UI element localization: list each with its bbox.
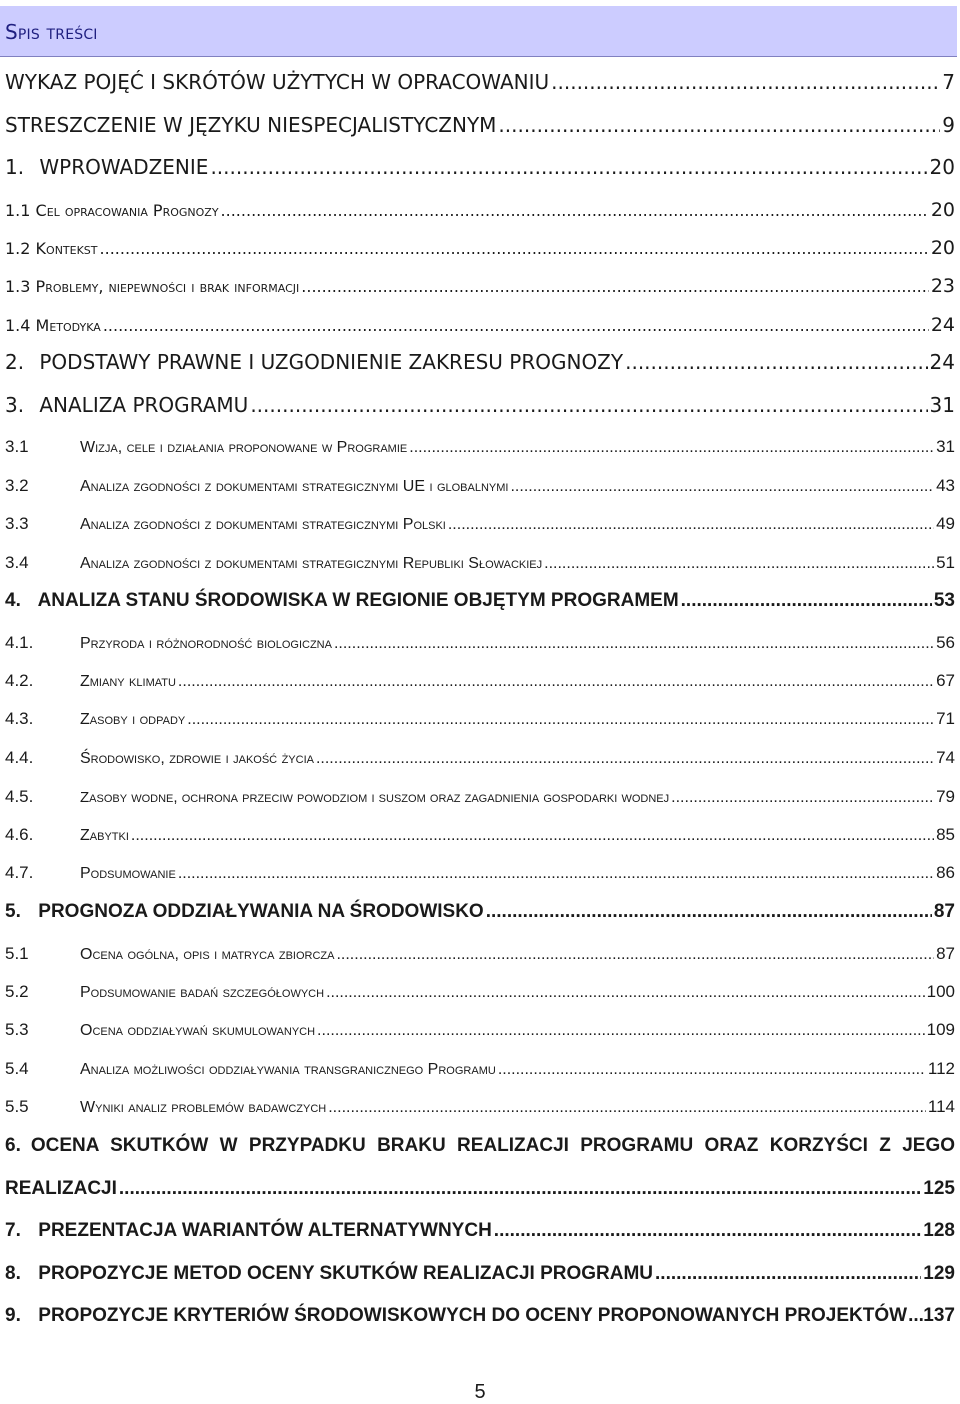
toc-entry[interactable]	[5, 901, 955, 923]
toc-entry-label	[5, 944, 334, 964]
toc-entry[interactable]	[5, 633, 955, 653]
toc-entry-page: 20	[930, 199, 955, 221]
toc-entry-line1[interactable]	[5, 1135, 955, 1157]
toc-entry-number: 3.2	[5, 476, 29, 495]
toc-entry-page: 112	[927, 1059, 955, 1078]
page-number: 5	[474, 1381, 486, 1403]
toc-entry-number: 4.7.	[5, 863, 34, 882]
toc-entry-number: 4.6.	[5, 825, 34, 844]
toc-entry[interactable]	[5, 1220, 955, 1242]
toc-leader-dots	[301, 277, 929, 296]
toc-entry-text: Wyniki analiz problemów badawczych	[80, 1099, 327, 1116]
toc-entry-label	[5, 1220, 492, 1242]
toc-title: Spis treści	[5, 20, 98, 44]
toc-entry-page: 67	[936, 671, 955, 690]
toc-entry-label	[5, 476, 508, 496]
toc-entry-page: 20	[930, 237, 955, 259]
toc-entry[interactable]	[5, 237, 955, 259]
toc-entry-page: 71	[936, 709, 955, 728]
toc-leader-dots	[908, 1305, 923, 1327]
toc-entry-number: 2.	[5, 350, 25, 374]
toc-entry[interactable]	[5, 982, 955, 1002]
toc-entry-page: 49	[936, 514, 955, 533]
toc-entry[interactable]	[5, 748, 955, 768]
toc-entry[interactable]	[5, 1059, 955, 1079]
toc-entry-number: 3.	[5, 393, 25, 417]
toc-entry-label	[5, 437, 407, 457]
toc-leader-dots	[250, 393, 927, 417]
toc-entry-number: 1.3	[5, 277, 31, 296]
toc-entry-number: 4.1.	[5, 633, 34, 652]
toc-entry-text: Metodyka	[35, 316, 101, 335]
toc-entry-label	[5, 1020, 315, 1040]
toc-entry-page: 7	[942, 70, 955, 94]
toc-leader-dots	[494, 1220, 922, 1242]
toc-entry-page: 24	[929, 350, 955, 374]
toc-entry-text: Analiza zgodności z dokumentami strategicznymi Republiki Słowackiej	[80, 555, 543, 572]
toc-entry-label	[5, 393, 248, 417]
toc-entry-page: 20	[929, 155, 955, 179]
toc-entry-page: 128	[923, 1220, 955, 1241]
toc-entry-text: Zmiany klimatu	[80, 673, 176, 690]
toc-entry-number: 5.5	[5, 1097, 29, 1116]
toc-entry[interactable]	[5, 275, 955, 297]
toc-entry-page: 137	[923, 1305, 955, 1326]
toc-leader-dots	[544, 555, 934, 573]
toc-entry-number: 4.2.	[5, 671, 34, 690]
toc-entry-page: 23	[930, 275, 955, 297]
toc-entry-label	[5, 1263, 653, 1285]
toc-entry-text: Środowisko, zdrowie i jakość życia	[80, 750, 314, 767]
toc-leader-dots	[486, 901, 932, 923]
toc-entry-label	[5, 671, 176, 691]
toc-entry-page: 87	[936, 944, 955, 963]
toc-leader-dots	[316, 750, 934, 768]
toc-entry-label	[5, 748, 314, 768]
toc-entry-number: 6.	[5, 1135, 21, 1156]
toc-entry-text: Przyroda i różnorodność biologiczna	[80, 635, 332, 652]
toc-entry-number: 1.	[5, 155, 25, 179]
toc-entry[interactable]	[5, 709, 955, 729]
toc-leader-dots	[336, 946, 934, 964]
toc-entry-number: 4.	[5, 590, 21, 611]
toc-leader-dots	[510, 478, 934, 496]
toc-entry-text: Analiza zgodności z dokumentami strategicznymi Polski	[80, 516, 446, 533]
toc-entry[interactable]	[5, 1263, 955, 1285]
toc-entry[interactable]	[5, 787, 955, 807]
toc-entry[interactable]	[5, 155, 955, 179]
toc-entry-label	[5, 787, 669, 807]
toc-entry[interactable]	[5, 437, 955, 457]
toc-entry-page: 86	[936, 863, 955, 882]
toc-entry-label	[5, 1305, 907, 1327]
toc-entry-label: WYKAZ POJĘĆ I SKRÓTÓW UŻYTYCH W OPRACOWANIU	[5, 70, 550, 94]
toc-entry-label	[5, 277, 299, 296]
toc-entry-page: 53	[933, 590, 955, 611]
toc-entry-number: 4.3.	[5, 709, 34, 728]
toc-entry-label	[5, 350, 623, 374]
toc-entry-text: Ocena oddziaływań skumulowanych	[80, 1022, 316, 1039]
toc-leader-dots	[551, 70, 940, 94]
toc-entry-text-line2: REALIZACJI	[5, 1178, 117, 1199]
toc-entry[interactable]	[5, 393, 955, 417]
toc-entry-number: 3.4	[5, 553, 29, 572]
toc-entry-number: 5.1	[5, 944, 29, 963]
toc-entry[interactable]	[5, 944, 955, 964]
toc-leader-dots	[334, 635, 934, 653]
toc-entry-label	[5, 709, 185, 729]
toc-entry[interactable]	[5, 590, 955, 612]
toc-entry-text: Cel opracowania Prognozy	[35, 201, 219, 220]
toc-entry-page: 51	[936, 553, 955, 572]
toc-entry-number: 9.	[5, 1305, 21, 1326]
toc-entry-text: PROPOZYCJE KRYTERIÓW ŚRODOWISKOWYCH DO OCENY PROPONOWANYCH PROJEKTÓW	[38, 1305, 908, 1326]
toc-entry-number: 4.5.	[5, 787, 34, 806]
toc-entry-page: 109	[926, 1020, 955, 1039]
toc-entry[interactable]	[5, 671, 955, 691]
toc-entry-number: 1.2	[5, 239, 31, 258]
toc-leader-dots	[681, 590, 932, 612]
toc-entry-number: 3.3	[5, 514, 29, 533]
toc-leader-dots	[131, 827, 934, 845]
toc-entry-text: Ocena ogólna, opis i matryca zbiorcza	[80, 946, 335, 963]
toc-entry-number: 5.	[5, 901, 21, 922]
toc-entry-label	[5, 514, 446, 534]
toc-entry-page: 31	[929, 393, 955, 417]
toc-entry[interactable]	[5, 199, 955, 221]
toc-entry-text: PREZENTACJA WARIANTÓW ALTERNATYWNYCH	[38, 1220, 492, 1241]
toc-leader-dots	[317, 1022, 925, 1040]
toc-entry-page: 87	[933, 901, 955, 922]
toc-entry-number: 3.1	[5, 437, 29, 456]
toc-leader-dots	[448, 516, 934, 534]
toc-entry-number: 4.4.	[5, 748, 34, 767]
toc-entry-label	[5, 590, 679, 612]
toc-entry[interactable]	[5, 1020, 955, 1040]
toc-leader-dots	[100, 239, 929, 258]
toc-entry-label	[5, 633, 332, 653]
toc-entry-text: Zasoby i odpady	[80, 711, 186, 728]
toc-entry[interactable]	[5, 476, 955, 496]
toc-entry[interactable]	[5, 1097, 955, 1117]
toc-entry-text-line1: OCENA SKUTKÓW W PRZYPADKU BRAKU REALIZACJI PROGRAMU ORAZ KORZYŚCI Z JEGO	[30, 1135, 955, 1156]
toc-entry-label	[5, 901, 484, 923]
toc-entry-label	[5, 825, 129, 845]
toc-entry-page: 79	[936, 787, 955, 806]
toc-entry-label	[5, 239, 98, 258]
toc-entry-text: Podsumowanie	[80, 865, 176, 882]
toc-entry-text: Kontekst	[35, 239, 98, 258]
toc-entry[interactable]	[5, 350, 955, 374]
toc-leader-dots	[210, 155, 927, 179]
toc-entry-page: 9	[942, 113, 955, 137]
toc-entry-text: Problemy, niepewności i brak informacji	[35, 277, 300, 296]
toc-entry-text: ANALIZA STANU ŚRODOWISKA W REGIONIE OBJĘTYM PROGRAMEM	[37, 590, 679, 611]
toc-entry-page: 56	[936, 633, 955, 652]
toc-leader-dots	[221, 201, 929, 220]
toc-leader-dots	[671, 789, 934, 807]
toc-leader-dots	[655, 1263, 921, 1285]
toc-entry-label	[5, 316, 101, 335]
toc-entry-number: 5.2	[5, 982, 29, 1001]
toc-leader-dots	[498, 1061, 926, 1079]
toc-leader-dots	[119, 1178, 921, 1200]
toc-entry[interactable]	[5, 113, 955, 137]
toc-entry-text: Analiza możliwości oddziaływania transgranicznego Programu	[80, 1061, 496, 1078]
toc-entry-text: Zabytki	[80, 827, 129, 844]
toc-entry-label	[5, 553, 542, 573]
toc-entry[interactable]	[5, 825, 955, 845]
toc-entry-page: 129	[923, 1263, 955, 1284]
toc-leader-dots	[498, 113, 940, 137]
toc-entry-text: PROGNOZA ODDZIAŁYWANIA NA ŚRODOWISKO	[38, 901, 484, 922]
toc-entry-text: PODSTAWY PRAWNE I UZGODNIENIE ZAKRESU PROGNOZY	[39, 350, 624, 374]
toc-entry-text: PROPOZYCJE METOD OCENY SKUTKÓW REALIZACJI PROGRAMU	[38, 1263, 654, 1284]
toc-entry-label	[5, 863, 176, 883]
toc-entry[interactable]	[5, 553, 955, 573]
toc-leader-dots	[187, 711, 934, 729]
toc-entry[interactable]	[5, 1305, 955, 1327]
toc-entry-number: 5.4	[5, 1059, 29, 1078]
toc-entry-number: 8.	[5, 1263, 21, 1284]
toc-entry-page: 114	[927, 1097, 955, 1116]
toc-entry-label	[5, 982, 324, 1002]
toc-entry-label	[5, 155, 208, 179]
toc-entry[interactable]	[5, 514, 955, 534]
toc-entry-text: Podsumowanie badań szczegółowych	[80, 984, 325, 1001]
toc-entry-label	[5, 201, 219, 220]
toc-leader-dots	[178, 673, 934, 691]
toc-entry[interactable]	[5, 863, 955, 883]
toc-entry-page: 43	[936, 476, 955, 495]
toc-entry-number: 5.3	[5, 1020, 29, 1039]
toc-leader-dots	[103, 316, 929, 335]
toc-entry[interactable]	[5, 1178, 955, 1200]
toc-entry-page: 31	[936, 437, 955, 456]
toc-entry-text: WPROWADZENIE	[39, 155, 209, 179]
toc-leader-dots	[409, 439, 934, 457]
toc-entry-label: STRESZCZENIE W JĘZYKU NIESPECJALISTYCZNYM	[5, 113, 497, 137]
toc-entry-text: Zasoby wodne, ochrona przeciw powodziom i suszom oraz zagadnienia gospodarki wodnej	[80, 789, 670, 806]
toc-entry-page: 74	[936, 748, 955, 767]
toc-entry-number: 1.1	[5, 201, 31, 220]
toc-entry[interactable]	[5, 70, 955, 94]
toc-entry-label	[5, 1097, 326, 1117]
toc-entry-number: 7.	[5, 1220, 21, 1241]
toc-entry-page: 125	[923, 1178, 955, 1199]
toc-entry-text: Wizja, cele i działania proponowane w Programie	[80, 439, 408, 456]
toc-entry[interactable]	[5, 314, 955, 336]
toc-entry-page: 100	[926, 982, 955, 1001]
toc-entry-label	[5, 1059, 496, 1079]
toc-entry-page: 24	[930, 314, 955, 336]
toc-leader-dots	[625, 350, 927, 374]
toc-leader-dots	[178, 865, 934, 883]
toc-leader-dots	[328, 1099, 926, 1117]
toc-entry-page: 85	[936, 825, 955, 844]
toc-leader-dots	[326, 984, 925, 1002]
toc-entry-text: Analiza zgodności z dokumentami strategicznymi UE i globalnymi	[80, 478, 509, 495]
toc-entry-number: 1.4	[5, 316, 31, 335]
toc-entry-text: ANALIZA PROGRAMU	[39, 393, 249, 417]
